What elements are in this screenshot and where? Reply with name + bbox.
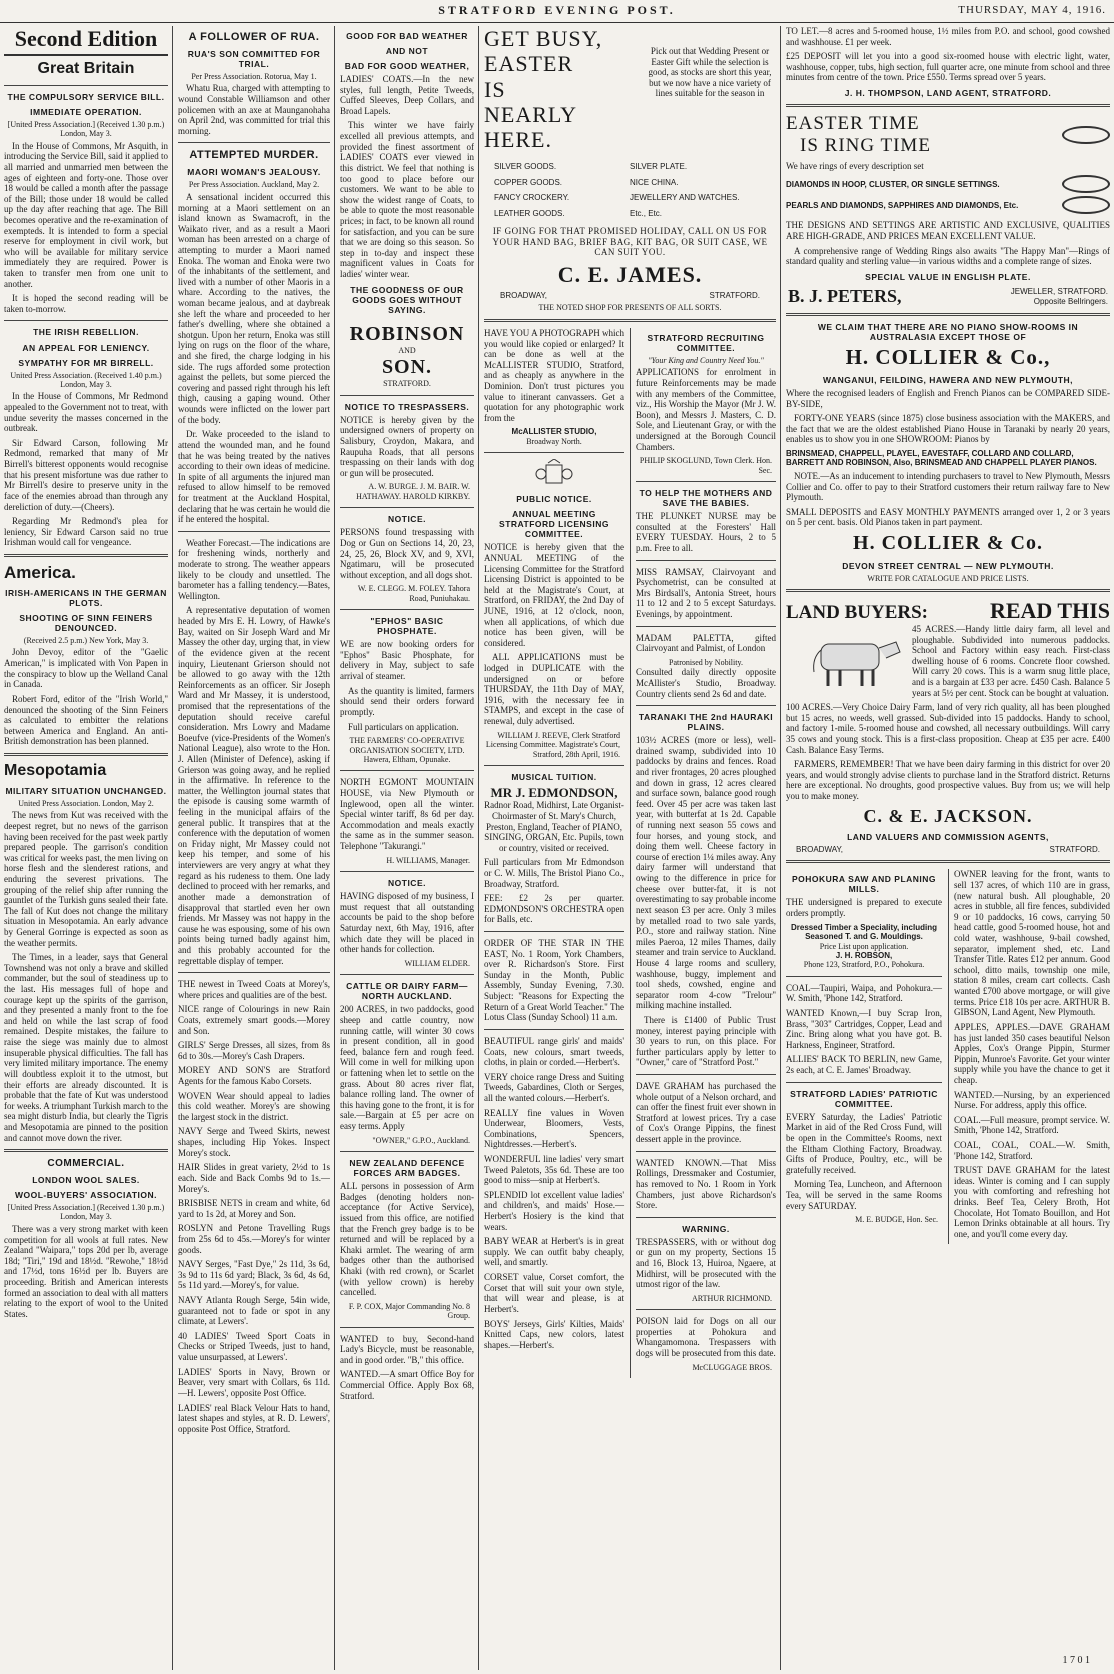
classified-ad: DAVE GRAHAM has purchased the whole output of a Nelson orchard, and can offer the finest fruit ever shown in Stratford at lowest prices. Try a case of Cox's Orange Pippins, the finest dessert apple in the province.: [636, 1081, 776, 1145]
notice-signatures: W. E. CLEGG. M. FOLEY. Tahora Road, Puniuhakau.: [357, 584, 470, 603]
notice-signature: McCLUGGAGE BROS.: [692, 1362, 772, 1372]
ad-text: FARMERS, REMEMBER! That we have been dairy farming in this district for over 20 years, and would strongly advise clients to purchase land in the Stratford district. Returns here are exceptional. No droughts, good prospective values. Buy from us; we will help you to make money.: [786, 759, 1110, 802]
headline: A FOLLOWER OF RUA.: [188, 31, 320, 43]
ad-headline: TARANAKI THE 2nd HAURAKI PLAINS.: [638, 712, 774, 733]
great-britain-heading: Great Britain: [37, 59, 135, 77]
notice-signature: WILLIAM ELDER.: [404, 958, 470, 968]
subheadline: AN APPEAL FOR LENIENCY.: [22, 342, 150, 353]
classified-ad: THE newest in Tweed Coats at Morey's, where prices and qualities are of the best.: [178, 979, 330, 1000]
classified-ad: OWNER leaving for the front, wants to sell 137 acres, of which 110 are in grass, (new natural bush. All ploughable, 20 acres in stubble, all fire fences, subdivided 9 or 10 paddocks, 16 cows, carrying 50 head cattle, good 5-roomed house, hot and cold water, washhouse, 9-bail cowshed, separator, implement shed, etc. Land Transfer Title. Rates £12 per annum. Good school, ditto mails, township one mile, station 8 miles, cream cart collects. Cash wanted £700 above mortgage, or will give terms. Price £18 10s per acre. ARTHUR B. GIBSON, Land Agent, New Plymouth.: [954, 869, 1110, 1018]
classified-ad: COAL—Taupiri, Waipa, and Pohokura.—W. Smith, 'Phone 142, Stratford.: [786, 982, 942, 1004]
ad-list-item: SILVER PLATE.: [630, 162, 688, 172]
subheadline: SHOOTING OF SINN FEINERS DENOUNCED.: [19, 613, 153, 634]
ad-text: There is £1400 of Public Trust money, interest paying principle with 30 years to run, on this place. For further particulars apply by letter to "Owner," care of "Stratford Post.": [636, 1014, 776, 1068]
ad-text: We have rings of every description set: [786, 160, 924, 171]
collier-name: H. COLLIER & Co.: [853, 531, 1043, 554]
ad-text: 200 ACRES, in two paddocks, good sheep and cattle country, now running cattle, will winter 30 cows in present condition, all in good feed, balance fern and rough feed. Will come in well for milking upon or fattening when let to settle on the grass. About 80 acres river flat, balance rolling land. The owner of this having gone to the front, it is for sale.—Bargain at £5 per acre on easy terms. Apply: [340, 1004, 474, 1131]
subheadline: IMMEDIATE OPERATION.: [30, 106, 142, 117]
notice-heading: NEW ZEALAND DEFENCE FORCES ARM BADGES.: [349, 1158, 465, 1179]
classified-ad: APPLES, APPLES.—DAVE GRAHAM has just landed 350 cases beautiful Nelson Apples, Cox's Orange Pippin, Sturmer Pippin, Munroe's Favorite. Get your winter supply while you have the chance to get it cheap.: [954, 1021, 1110, 1085]
notice-text: HAVING disposed of my business, I must request that all outstanding accounts be paid to the shop before Saturday next, 6th May, 1916, after which date they will be placed in other hands for collection.: [340, 891, 474, 955]
notice-heading: STRATFORD LADIES' PATRIOTIC COMMITTEE.: [790, 1088, 938, 1109]
notice-text: EVERY Saturday, the Ladies' Patriotic Market in aid of the Red Cross Fund, will be open in the Committee's Rooms, next the Eltham Clothing Factory, Broadway. Gifts of Produce, Poultry, etc., will be gratefully received.: [786, 1111, 942, 1175]
column-rule: [478, 26, 479, 1670]
notice-heading: "EPHOS" BASIC PHOSPHATE.: [370, 616, 444, 637]
ad-signature: THE FARMERS' CO-OPERATIVE ORGANISATION SOCIETY, LTD. Hawera, Eltham, Opunake.: [349, 736, 465, 764]
notice-text: ALL persons in possession of Arm Badges (denoting holders non-acceptance (for Active Service), issued from this office, are notified that the French grey badge is to be returned and will be replaced by a Khaki armlet. The wearing of arm badges other than the authorised Khaki (with red crown), or Scarlet (with yellow crown) is hereby cancelled.: [340, 1181, 474, 1298]
headline: COMMERCIAL.: [47, 1158, 125, 1170]
robinson-and: AND: [398, 346, 416, 356]
article-text: Weather Forecast.—The indications are for freshening winds, northerly and moderate to strong. The weather appears likely to be cloudy and unsettled. The barometer has a falling tendency.—Bates, Wellington.: [178, 537, 330, 601]
classified-ad: BRISBISE NETS in cream and white, 6d yard to 1s 2d, at Morey and Son.: [178, 1198, 330, 1219]
ad-line: NEARLY: [484, 101, 578, 127]
notice-text: NOTICE is hereby given by the undersigned owners of property on Salisbury, Croydon, Makara, and Raupuha Roads, that all persons trespassing on their lands with dog or gun will be prosecuted.: [340, 414, 474, 478]
classified-ad: BABY WEAR at Herbert's is in great supply. We can outfit baby cheaply, well, and smartly.: [484, 1236, 624, 1268]
masthead: [0, 0, 1114, 23]
ad-headline: MUSICAL TUITION.: [511, 771, 597, 782]
ring-icon: [1062, 196, 1110, 214]
mesopotamia-heading: Mesopotamia: [4, 761, 107, 779]
notice-signatures: A. W. BURGE. J. M. BAIR. W. HATHAWAY. HAROLD KIRKBY.: [356, 482, 470, 501]
article-text: There was a very strong market with keen competition for all wools at full rates. New Zealand "Waipara," tops 20d per lb, average 18d; "Tiri," 19d and 18½d. "Rewohe," 18½d and 17½d, tons 16½d per lb. Buyers are proceeding. British and American interests formed an association to deal with all matters relating to the export of wool to the United States.: [4, 1223, 168, 1319]
ad-text: THE undersigned is prepared to execute orders promptly.: [786, 897, 942, 919]
cej-name: C. E. JAMES.: [557, 262, 703, 288]
ad-text: WE are now booking orders for "Ephos" Basic Phosphate, for delivery in May, subject to safe arrival of steamer.: [340, 639, 474, 682]
article-text: Robert Ford, editor of the "Irish World," denounced the shooting of the Sinn Feiners as calculated to embitter the relations between America and England. An anti-British demonstration has been planned.: [4, 693, 168, 747]
article-text: A representative deputation of women headed by Mrs E. H. Lowry, of Hawke's Bay, waited on Sir Joseph Ward and Mr Massey the other day, urging that, in view of the evidence given at the recent inquiry, Lieutenant Grierson should not be allowed to go away with the 12th Reinforcements as an officer. Sir Joseph Ward and Mr Massey, it is understood, promised that the representations of the deputation should receive careful consideration. Mrs Lowry and Madame Boeufve (vice-Presidents of the Women's National League), also wrote to the Hon. J. Allen (Minister of Defence), asking if Grierson was going away, and he replied in the affirmative. In reference to the matter, the Wellington journal states that the episode is causing some warmth of feeling in the municipal affairs of the general public. It transpires that at the conference with the deputation of women on Friday night, Mr Massey could not keep his temper, and some of his interviewers are very angry at what they regard as his rudeness to them. One lady declined to proceed with her remarks, and another made a demonstration of disapproval that startled even her own friends. Mr Massey was not happy in the cause he was espousing, some of his own points being turned badly against him, and this probably accounted for the regrettable display of temper.: [178, 605, 330, 966]
ad-headline: AND NOT: [385, 46, 429, 57]
column-4: [484, 26, 776, 1670]
notice-signature: WILLIAM J. REEVE, Clerk Stratford Licensing Committee. Magistrate's Court, Stratford, 28th April, 1916.: [485, 730, 620, 759]
ad-text: Full particulars from Mr Edmondson or C. W. Mills, The Bristol Piano Co., Broadway, Stratford.: [484, 857, 624, 889]
classified-ad: COAL, COAL, COAL.—W. Smith, 'Phone 142, Stratford.: [954, 1140, 1110, 1161]
subheadline: SYMPATHY FOR MR BIRRELL.: [18, 357, 154, 368]
cow-illustration-icon: [806, 628, 906, 688]
ad-headline: LAND VALUERS AND COMMISSION AGENTS,: [847, 831, 1049, 842]
notice-text: ALL APPLICATIONS must be lodged in DUPLICATE with the undersigned on or before THURSDAY, the 11th Day of MAY, 1916, with the necessary fee in STAMPS, and except in the case of renewal, duly advertised.: [484, 652, 624, 727]
article-text: The news from Kut was received with the deepest regret, but no news of the garrison having been received for the past week partly prepared people. The garrison's condition was critical for weeks past, the men living on horse flesh and the slenderest rations, and enduring the severest privations. The grouping of the relief ship after running the gauntlet of the Turkish guns sealed their fate. The fall of Kut does not change the military situation in Mesopotamia. An early advance by General Gorringe is expected as soon as the weather permits.: [4, 810, 168, 948]
ad-text: BRINSMEAD, CHAPPELL, PLAYEL, EAVESTAFF, COLLARD AND COLLARD, BARRETT AND ROBINSON, Also, BRINSMEAD AND CHAPPELL PLAYER PIANOS.: [786, 449, 1097, 468]
notice-text: POISON laid for Dogs on all our properties at Pohokura and Whangamomona. Trespassers with dogs will be prosecuted from this date.: [636, 1316, 776, 1359]
subheadline: MILITARY SITUATION UNCHANGED.: [5, 785, 167, 796]
ad-list-item: DIAMONDS IN HOOP, CLUSTER, OR SINGLE SETTINGS.: [786, 179, 1000, 189]
dateline: (Received 2.5 p.m.) New York, May 3.: [23, 636, 149, 646]
ad-signature: "OWNER," G.P.O., Auckland.: [372, 1135, 470, 1145]
ad-text: NORTH EGMONT MOUNTAIN HOUSE, via New Plymouth or Inglewood, open all the winter. Special winter tariff, 8s 6d per day. Accommodation and meals exactly the same as in the summer season. Telephone "Takurangi.": [340, 777, 474, 852]
article-text: John Devoy, editor of the "Gaelic American," is implicated with Von Papen in the conspiracy to blow up the Welland Canal in Canada.: [4, 647, 168, 690]
ad-text: As the quantity is limited, farmers should send their orders forward promptly.: [340, 685, 474, 717]
ad-text: Where the recognised leaders of English and French Pianos can be COMPARED SIDE-BY-SIDE,: [786, 387, 1110, 409]
subheadline: LONDON WOOL SALES.: [32, 1174, 140, 1185]
ring-icon: [1062, 175, 1110, 193]
ad-list-item: LEATHER GOODS.: [494, 208, 565, 218]
ad-headline: GOOD FOR BAD WEATHER: [346, 31, 468, 41]
ad-signature: H. WILLIAMS, Manager.: [386, 855, 470, 865]
ad-line: EASTER TIME: [786, 113, 920, 135]
notice-heading: NOTICE.: [388, 878, 426, 889]
notice-signature: ARTHUR RICHMOND.: [692, 1293, 772, 1303]
ad-text: Pick out that Wedding Present or Easter Gift while the selection is good, as stocks are short this year, but we now have a nice variety of lines suitable for the season in: [648, 46, 772, 99]
dateline: Per Press Association. Rotorua, May 1.: [191, 72, 317, 81]
subheadline: IRISH-AMERICANS IN THE GERMAN PLOTS.: [5, 587, 167, 608]
ad-text: ORDER OF THE STAR IN THE EAST, No. 1 Room, York Chambers, over R. Richardson's Store. First Sunday in the Month, Public Assembly, Sunday Evening, 7.30. Subject: "Reasons for Expecting the Return of a Great World Teacher." The Lotus Class (Sunday School) 11 a.m.: [484, 938, 624, 1023]
ad-signature: J. H. ROBSON,: [835, 950, 893, 960]
notice-heading: WARNING.: [682, 1223, 730, 1234]
ad-headline: THE GOODNESS OF OUR GOODS GOES WITHOUT SAYING.: [350, 284, 464, 315]
ad-line: LAND BUYERS:: [786, 601, 928, 623]
headline: THE IRISH REBELLION.: [33, 327, 139, 338]
notice-text: NOTICE is hereby given that the ANNUAL MEETING of the Licensing Committee for the Stratford Licensing District is appointed to be held at the Magistrate's Court, at Stratford, on FRIDAY, the 2nd Day of JUNE, 1916, at 12 o'clock, noon, when all applications, of which due notice has been given, will be considered.: [484, 542, 624, 648]
classified-ad: WANTED Known,—I buy Scrap Iron, Brass, "303" Cartridges, Copper, Lead and Zinc. Bring along what you have got. B. Harkness, Engineer, Stratford.: [786, 1008, 942, 1050]
classified-ad: ALLIES' BACK TO BERLIN, new Game, 2s each, at C. E. James' Broadway.: [786, 1054, 942, 1076]
subheadline: RUA'S SON COMMITTED FOR TRIAL.: [187, 48, 321, 69]
notice-signature: M. E. BUDGE, Hon. Sec.: [855, 1215, 938, 1225]
classified-ad: SPLENDID lot excellent value ladies' and children's, and maids' Hose.—Herbert's Hosiery is the kind that wears.: [484, 1189, 624, 1232]
ad-line: IS: [484, 76, 506, 102]
ad-text: Full particulars on application.: [348, 721, 459, 732]
article-text: In the House of Commons, Mr Redmond appealed to the Government not to treat, with undue severity the masses concerned in the outbreak.: [4, 391, 168, 434]
classified-ad: NAVY Serge and Tweed Skirts, newest shapes, including Hip Yokes. Inspect Morey's stock.: [178, 1126, 330, 1158]
ad-text: NOTE.—As an inducement to intending purchasers to travel to New Plymouth, Messrs Collier and Co. offer to pay to their Stratford customers their return railway fare to New Plymouth.: [786, 470, 1110, 503]
classified-ad: LADIES' Sports in Navy, Brown or Beaver, very smart with Collars, 6s 11d.—H. Lewers', opposite Post Office.: [178, 1366, 330, 1398]
classified-ad: MOREY AND SON'S are Stratford Agents for the famous Kabo Corsets.: [178, 1065, 330, 1087]
article-text: Regarding Mr Redmond's plea for leniency, Sir Edward Carson said no true Irishman would call for vengeance.: [4, 516, 168, 548]
ad-text: SMALL DEPOSITS and EASY MONTHLY PAYMENTS arranged over 1, 2 or 3 years on 5 per cent. basis. Old Pianos taken in part payment.: [786, 506, 1110, 528]
ad-list-item: NICE CHINA.: [630, 177, 679, 187]
column-3: [340, 26, 474, 1670]
ad-list-item: JEWELLERY AND WATCHES.: [630, 193, 740, 203]
classified-ad: BEAUTIFUL range girls' and maids' Coats, new colours, smart tweeds, cloths, in plain or corded.—Herbert's.: [484, 1035, 624, 1068]
article-text: Sir Edward Carson, following Mr Redmond, remarked that many of Mr Birrell's bitterest opponents would recognise that his present misfortune was due rather to Mr Birrell's desire to preserve unity in the face of the enemies abroad than through any dereliction of duty.—(Cheers).: [4, 437, 168, 512]
subheadline: MAORI WOMAN'S JEALOUSY.: [187, 167, 321, 178]
classified-ad: REALLY fine values in Woven Underwear, Bloomers, Vests, Combinations, Spencers, Nightdresses.—Herbert's.: [484, 1107, 624, 1150]
coat-of-arms-icon: [534, 459, 574, 489]
classified-ad: WANTED.—Nursing, by an experienced Nurse. For address, apply this office.: [954, 1089, 1110, 1111]
ad-list-item: Etc., Etc.: [630, 208, 663, 218]
classified-ad: Patronised by Nobility.: [669, 657, 743, 667]
second-edition-banner: Second Edition: [4, 26, 168, 56]
notice-heading: NOTICE TO TRESPASSERS.: [344, 401, 470, 412]
classified-ad: 40 LADIES' Tweed Sport Coats in Checks or Striped Tweeds, just to hand, value unsurpassed, at Lewers'.: [178, 1330, 330, 1363]
ad-line: GET BUSY,: [484, 26, 603, 51]
peters-name: B. J. PETERS,: [788, 285, 902, 306]
notice-signature: F. P. COX, Major Commanding No. 8 Group.: [348, 1301, 470, 1321]
classified-ad: WANTED KNOWN.—That Miss Rollings, Dressmaker and Costumier, has removed to No. 1 Room in York Chambers, just above Richardson's Store.: [636, 1157, 776, 1211]
ad-headline: WANGANUI, FEILDING, HAWERA AND NEW PLYMOUTH,: [822, 374, 1074, 385]
ad-headline: POHOKURA SAW AND PLANING MILLS.: [791, 874, 937, 895]
ad-name: MR J. EDMONDSON,: [490, 785, 618, 800]
jackson-name: C. & E. JACKSON.: [863, 805, 1033, 826]
notice-heading: STRATFORD RECRUITING COMMITTEE.: [647, 332, 765, 353]
ad-text: HAVE YOU A PHOTOGRAPH which you would like copied or enlarged? It can be done as well at the McALLISTER STUDIO, Stratford, and as cheaply as anywhere in the Dominion. Don't trust pictures you value to itinerant canvassers. Get a quotation for any photographic work from the: [484, 327, 624, 423]
dateline: United Press Association. London, May 2.: [18, 798, 154, 808]
ad-text: 100 ACRES.—Very Choice Dairy Farm, land of very rich quality, all has been ploughed but 15 acres, no weeds, well grassed. Sub-divided into 15 paddocks. Handy to school, and factory 1-mile. 5-roomed house and cowshed, all necessary outbuildings. Will carry 35 cows and young stock. This is a first-class proposition. Cheap at £35 per acre. £400 Cash. Balance Easy Terms.: [786, 702, 1110, 755]
classified-ad: WONDERFUL line ladies' very smart Tweed Paletots, 35s 6d. These are too good to miss—snip at Herbert's.: [484, 1154, 624, 1186]
ad-line: READ THIS: [989, 598, 1110, 623]
notice-text: APPLICATIONS for enrolment in future Reinforcements may be made with any members of the Committee, viz., His Worship the Mayor (Mr J. W. Boon), and Messrs J. Masters, C. D. Sole, and Lieutenant Gray, or with the undersigned at the Borough Council Chambers.: [636, 367, 776, 452]
headline: ATTEMPTED MURDER.: [189, 149, 319, 162]
classified-ad: CORSET value, Corset comfort, the Corset that will suit your own style, that will wear and please, is at Herbert's.: [484, 1272, 624, 1314]
ad-text: WRITE FOR CATALOGUE AND PRICE LISTS.: [867, 573, 1029, 583]
column-rule: [780, 26, 781, 1670]
robinson-son: SON.: [381, 355, 433, 378]
ad-text: Price List upon application.: [819, 941, 909, 951]
ad-line: EASTER: [484, 51, 574, 77]
classified-ad: HAIR Slides in great variety, 2½d to 1s each. Side and Back Combs 9d to 1s.—Morey's.: [178, 1162, 330, 1194]
column-rule: [172, 26, 173, 1670]
jackson-street: BROADWAY,: [796, 844, 843, 854]
ad-text: THE DESIGNS AND SETTINGS ARE ARTISTIC AND EXCLUSIVE, QUALITIES ARE HIGH-GRADE, AND PRICES MEAN EXCELLENT VALUE.: [786, 220, 1110, 242]
notice-heading: ANNUAL MEETING STRATFORD LICENSING COMMITTEE.: [499, 509, 609, 540]
dateline: [United Press Association.] (Received 1.30 p.m.) London, May 3.: [7, 119, 165, 139]
notice-heading: NOTICE.: [388, 514, 426, 525]
dateline: United Press Association. (Received 1.40 p.m.) London, May 3.: [10, 370, 162, 389]
dateline: [United Press Association.] (Received 1.30 p.m.) London, May 3.: [7, 1203, 165, 1222]
ad-address: Broadway North.: [526, 436, 582, 446]
column-2: [178, 26, 330, 1670]
ad-line: HERE.: [484, 127, 552, 153]
ad-headline: DEVON STREET CENTRAL — NEW PLYMOUTH.: [842, 560, 1054, 571]
column-rule: [334, 26, 335, 1670]
collier-name: H. COLLIER & Co.,: [845, 345, 1051, 370]
america-heading: America.: [4, 562, 76, 582]
notice-heading: PUBLIC NOTICE.: [516, 494, 592, 505]
classified-ad: NAVY Atlanta Rough Serge, 54in wide, guaranteed not to fade or spot in any climate, at Lewers'.: [178, 1295, 330, 1327]
ad-list-item: PEARLS AND DIAMONDS, SAPPHIRES AND DIAMONDS, Etc.: [786, 200, 1019, 210]
classified-ad: GIRLS' Serge Dresses, all sizes, from 8s 6d to 30s.—Morey's Cash Drapers.: [178, 1040, 330, 1061]
notice-heading: TO HELP THE MOTHERS AND SAVE THE BABIES.: [639, 488, 773, 509]
article-text: Whatu Rua, charged with attempting to wound Constable Williamson and other policemen with an axe at Maunganohaha on April 2nd, was committed for trial this morning.: [178, 83, 330, 136]
notice-text: Morning Tea, Luncheon, and Afternoon Tea, will be served in the same Rooms every SATURDAY.: [786, 1179, 942, 1211]
page-footer-mark: 1 7 0 1: [1062, 1655, 1090, 1666]
classified-ad: TRUST DAVE GRAHAM for the latest ideas. Winter is coming and I can supply you with comforting and refreshing hot drinks. Beef Tea, Celery Broth, Hot Chocolate, Hot Tomato Bouillon, and Hot Lemon Drinks obtainable at all hours. Try one, and you'll come every day.: [954, 1165, 1110, 1239]
ad-text: FEE: £2 2s per quarter. EDMONDSON'S ORCHESTRA open for Balls, etc.: [484, 893, 624, 925]
headline: THE COMPULSORY SERVICE BILL.: [7, 91, 165, 102]
ad-headline: BAD FOR GOOD WEATHER,: [344, 61, 470, 72]
ad-list-item: SILVER GOODS.: [494, 162, 557, 172]
notice-text: THE PLUNKET NURSE may be consulted at the Foresters' Hall EVERY TUESDAY. Hours, 2 to 5 p.m. Free to all.: [636, 511, 776, 553]
notice-quote: "Your King and Country Need You.": [648, 355, 764, 365]
classified-ad: £25 DEPOSIT will let you into a good six-roomed house with electric light, water, washhouse, copper, tubs, high section, full quarter acre, one minute from school and three minutes from centre of the town. Price £550. Terms spread over 5 years.: [786, 51, 1110, 83]
ad-text: 103½ ACRES (more or less), well-drained swamp, subdivided into 10 paddocks by drains and fences. Road and river frontages, 20 acres ploughed and down in grass, 12 acres cleared and surface sown, balance good rough feed. Over 45 per acre was taken last year, with butterfat at 1s 2d. Capable of running next season 55 cows and four horses, and young stock, and doing them well. Cheese factory in course of erection 1¼ miles away. Any dairy farmer will understand that owing to the difference in price for cheese over butter-fat, it is not overestimating to say probable income next season £3 per acre. Only 3 miles by metalled road to two sale yards, P.O., store and railway station. Nine miles Paeroa, 12 miles Thames, daily steamer and train service to Auckland. House 4 large rooms and scullery, washhouse, buggy, implement and tool sheds, cowshed, engine and separator room 4-cow "Trelour" milking machine installed.: [636, 735, 776, 1011]
subheadline: WOOL-BUYERS' ASSOCIATION.: [14, 1190, 158, 1200]
column-6: [786, 26, 1110, 1670]
ad-signature: J. H. THOMPSON, LAND AGENT, STRATFORD.: [844, 88, 1052, 99]
article-text: The Times, in a leader, says that General Townshend was not only a brave and skilled commander, but the soul of steadiness up to the last. His messages full of hope and courage kept up the spirits of the garrison, and they presented a manly front to the foe and held on while the last scrap of food remained. Despite mistakes, the failure to raise the siege was mainly due to almost insuperable physical difficulties. The fall has very limited military importance. The enemy will doubtless exploit it to the utmost, but their efforts are already discounted. It is probable that the fate of Kut was understood for weeks. A triumphant Turkish march to the sea might disturb India, but clearly the Tigris and Mesopotamia are pinned to the position and cannot move down the river.: [4, 952, 168, 1143]
ad-list-item: COPPER GOODS.: [494, 177, 563, 187]
notice-text: PERSONS found trespassing with Dog or Gun on Sections 14, 20, 23, 24, 25, 26, Block XV, and 9, XVI, Ngatimaru, will be prosecuted without exception, and all dogs shot.: [340, 527, 474, 580]
ad-phone: Phone 123, Stratford, P.O., Pohokura.: [803, 960, 925, 970]
article-text: A sensational incident occurred this morning at a Maori settlement on an island known as Swamacroft, in the Waikato river, and as a result a Maori woman has been arrested on a charge of attempting to murder a Maori named Enoka. The woman and Enoka were two of the inhabitants of the settlement, and lived with a number of other Maoris in a whare. According to the natives, the woman became jealous, and at daybreak she left the whare and proceeded to her father's dwelling, where she obtained a shotgun. Upon her return, Enoka was still lying on rugs on the floor of the whare, and she fired, the charge lodging in his side. The rugs afforded some protection against the pellets, but some pierced the covering and passed right through his left thigh, causing a gaping wound. Other wounds were inflicted on the lower part of the body.: [178, 191, 330, 425]
column-1: [4, 26, 168, 1670]
ad-text: FORTY-ONE YEARS (since 1875) close business association with the MAKERS, and the fact that we are the oldest established Piano House in Taranaki by nearly 20 years, enables us to show you in one SHOWROOM: Pianos by: [786, 413, 1110, 445]
classified-ad: VERY choice range Dress and Suiting Tweeds, Gabardines, Cloth or Serges, all the wanted colours.—Herbert's.: [484, 1071, 624, 1103]
classified-ad: NAVY Serges, "Fast Dye," 2s 11d, 3s 6d, 3s 9d to 11s 6d yard; Black, 3s 6d, 4s 6d, 5s 11d yard.—Morey's, for value.: [178, 1259, 330, 1291]
classified-ad: NICE range of Colourings in new Rain Coats, extremely smart goods.—Morey and Son.: [178, 1004, 330, 1036]
classified-ad: ROSLYN and Petone Travelling Rugs from 25s 6d to 45s.—Morey's for winter goods.: [178, 1223, 330, 1255]
dateline: Per Press Association. Auckland, May 2.: [188, 180, 320, 190]
classified-ad: TO LET.—8 acres and 5-roomed house, 1½ miles from P.O. and school, good cowshed and washhouse. £1 per week.: [786, 26, 1110, 47]
ad-list-item: FANCY CROCKERY.: [494, 193, 570, 203]
article-text: In the House of Commons, Mr Asquith, in introducing the Service Bill, said it applied to all married and unmarried men between the ages of eighteen and forty-one. Those over 18 would be called a month after the passage of the Bill; those under 18 would be called up the day after reaching that age. The Bill becomes operative and the re-examination of exempteds. It is intended to form a special reserve for employment in civil work, but who will be available for military service immediately they are required. Power is taken to transfer men from one unit to another.: [4, 140, 168, 289]
issue-date: THURSDAY, MAY 4, 1916.: [958, 4, 1106, 16]
classified-ad: MADAM PALETTA, gifted Clairvoyant and Palmist, of London: [636, 632, 776, 654]
cej-town: STRATFORD.: [709, 291, 760, 301]
article-text: Dr. Wake proceeded to the island to attend the wounded man, and he found that he was being treated by the natives according to their own ideas of medicine. In spite of all arguments the injured man refused to allow himself to be removed for treatment at the Auckland Hospital, declaring that he was certain he would die if he entered the hospital.: [178, 429, 330, 525]
classified-ad: LADIES' real Black Velour Hats to hand, latest shapes and styles, at R. D. Lewers', opposite Post Office, Stratford.: [178, 1402, 330, 1434]
ad-text: LADIES' COATS.—In the new styles, full length, Petite Tweeds, Cuffed Sleeves, Deep Collars, and Broad Lapels.: [340, 74, 474, 116]
ad-headline: SPECIAL VALUE IN ENGLISH PLATE.: [865, 271, 1031, 282]
notice-text: TRESPASSERS, with or without dog or gun on my property, Sections 15 and 16, Block 13, Huiroa, Ngaere, at Midhirst, will be prosecuted with the utmost rigor of the law.: [636, 1236, 776, 1290]
classified-ad: WANTED.—A smart Office Boy for Commercial Office. Apply Box 68, Stratford.: [340, 1369, 474, 1401]
classified-ad: Consulted daily directly opposite McAllister's Studio, Broadway. Country clients send 2s 6d and date.: [636, 667, 776, 699]
ad-signature: McALLISTER STUDIO,: [511, 427, 597, 437]
newspaper-title: STRATFORD EVENING POST.: [438, 3, 676, 17]
ad-headline: WE CLAIM THAT THERE ARE NO PIANO SHOW-ROOMS IN AUSTRALASIA EXCEPT THOSE OF: [817, 322, 1079, 343]
classified-ad: BOYS' Jerseys, Girls' Kilties, Maids' Knitted Caps, new colors, latest shapes.—Herbert's.: [484, 1318, 624, 1350]
classified-ad: WANTED to buy, Second-hand Lady's Bicycle, must be reasonable, and in good order. "B," this office.: [340, 1333, 474, 1365]
ad-text: This winter we have fairly excelled all previous attempts, and provided the finest assortment of LADIES' COATS ever viewed in this district. We feel that nothing is too good to place before our customers. We want to be able to show the widest range of Coats, to be able to quote the most reasonable prices; in fact, to be known all round for satisfaction, and you can be sure that we are doing so this season. So step in to-day and inspect these magnificent values in Coats for ladies' winter wear.: [340, 120, 474, 280]
ad-text: IF GOING FOR THAT PROMISED HOLIDAY, CALL ON US FOR YOUR HAND BAG, BRIEF BAG, KIT BAG, OR SUIT CASE, WE CAN SUIT YOU.: [492, 226, 768, 258]
cej-tagline: THE NOTED SHOP FOR PRESENTS OF ALL SORTS.: [538, 303, 722, 313]
jackson-town: STRATFORD.: [1049, 844, 1100, 854]
ring-icon: [1062, 126, 1110, 144]
ad-text: 45 ACRES.—Handy little dairy farm, all level and ploughable. Subdivided into numerous paddocks. School and Factory within easy reach. First-class dwelling house of 6 rooms. Concrete floor cowshed. Will carry 20 cows. This is a warm snug little place, and is a bargain at £33 per acre. £450 Cash. Balance 5 years at 5½ per cent. Stock can be bought at valuation.: [912, 623, 1110, 698]
notice-signature: PHILIP SKOGLUND, Town Clerk. Hon. Sec.: [639, 456, 772, 475]
ad-text: Dressed Timber a Speciality, including Seasoned T. and G. Mouldings.: [791, 922, 937, 942]
classified-ad: MISS RAMSAY, Clairvoyant and Psychometrist, can be consulted at Mrs Birdsall's, Antonia Street, hours 11 to 12 and 2 to 5 except Saturdays. Evenings, by appointment.: [636, 566, 776, 620]
ad-text: A comprehensive range of Wedding Rings also awaits "The Happy Man"—Rings of standard quality and sterling value—in various widths and a complete range of sizes.: [786, 245, 1110, 267]
cej-street: BROADWAY,: [500, 291, 547, 301]
ad-headline: CATTLE OR DAIRY FARM—NORTH AUCKLAND.: [346, 981, 468, 1002]
classified-ad: WOVEN Wear should appeal to ladies this cold weather. Morey's are showing the largest stock in the district.: [178, 1090, 330, 1122]
robinson-name: ROBINSON: [349, 322, 465, 345]
ad-line: IS RING TIME: [800, 135, 931, 157]
robinson-town: STRATFORD.: [383, 379, 431, 389]
article-text: It is hoped the second reading will be taken to-morrow.: [4, 293, 168, 314]
classified-ad: COAL.—Full measure, prompt service. W. Smith, 'Phone 142, Stratford.: [954, 1114, 1110, 1136]
ad-text: Radnor Road, Midhirst, Late Organist-Choirmaster of St. Mary's Church, Preston, England, Teacher of PIANO, SINGING, ORGAN, Etc. Pupils, town or country, visited or received.: [484, 800, 624, 853]
peters-address: JEWELLER, STRATFORD. Opposite Bellringers.: [1010, 287, 1108, 306]
